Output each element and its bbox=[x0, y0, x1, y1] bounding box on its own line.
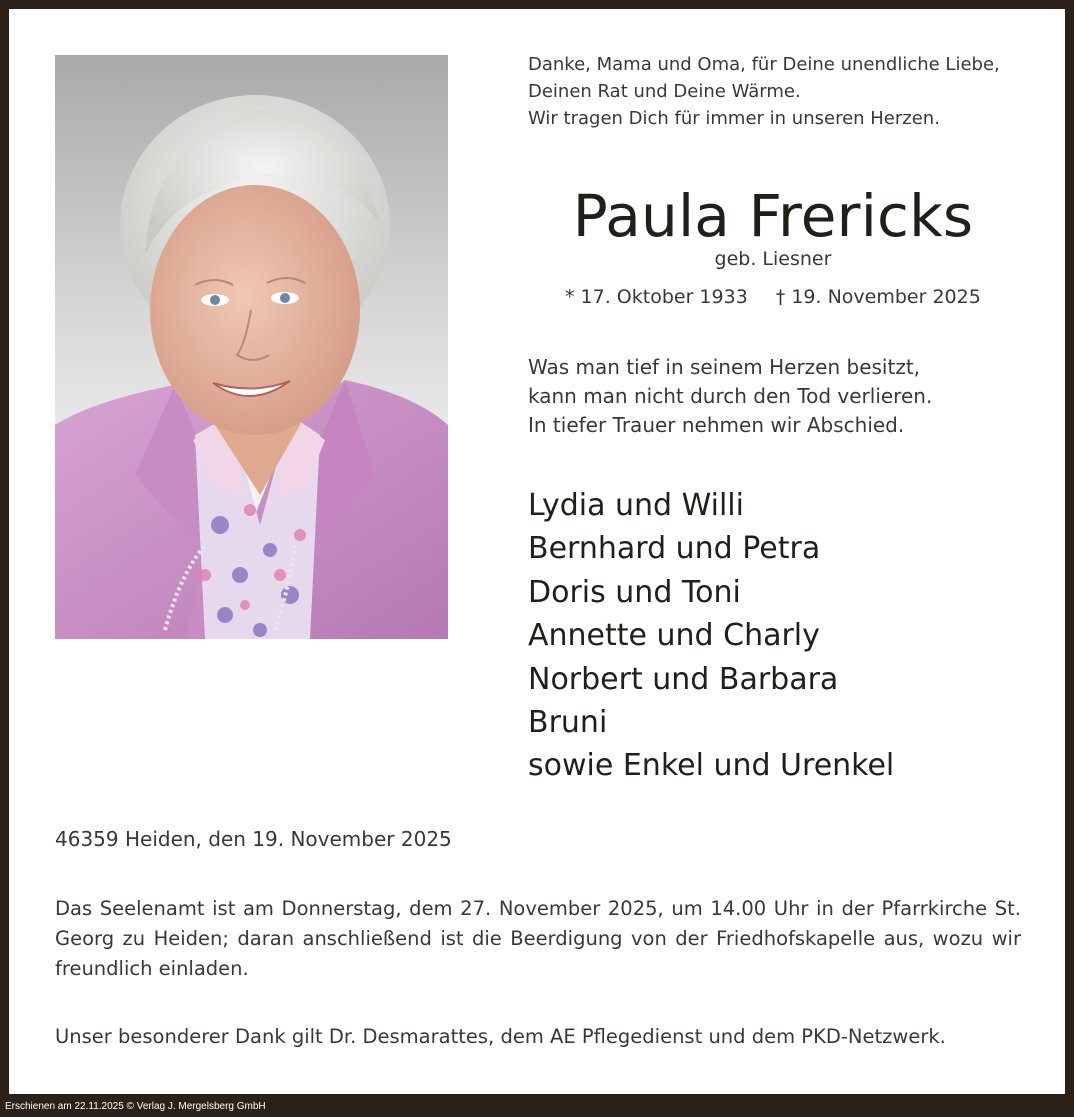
funeral-service-notice: Das Seelenamt ist am Donnerstag, dem 27. November 2025, um 14.00 Uhr in der Pfarrkirche St. Georg zu Heiden; daran anschließend ist die Beerdigung von der Friedhofskapelle aus, wozu wir freundlich einladen. bbox=[55, 897, 1021, 980]
memorial-line: In tiefer Trauer nehmen wir Abschied. bbox=[528, 413, 905, 437]
death-date: † 19. November 2025 bbox=[775, 286, 981, 308]
maiden-name: geb. Liesner bbox=[714, 248, 832, 270]
mourner-entry: Annette und Charly bbox=[528, 618, 820, 654]
mourner-entry: Norbert und Barbara bbox=[528, 661, 839, 697]
dedication-line: Danke, Mama und Oma, für Deine unendliche Liebe, bbox=[528, 54, 1000, 75]
mourner-entry: sowie Enkel und Urenkel bbox=[528, 748, 895, 784]
life-dates bbox=[565, 284, 1005, 310]
mourner-entry: Bernhard und Petra bbox=[528, 531, 821, 567]
memorial-verse bbox=[528, 353, 1048, 440]
mourner-entry: Bruni bbox=[528, 705, 608, 741]
publication-footer: Erschienen am 22.11.2025 © Verlag J. Mergelsberg GmbH bbox=[5, 1101, 266, 1112]
dedication-line: Wir tragen Dich für immer in unseren Herzen. bbox=[528, 108, 940, 129]
memorial-line: Was man tief in seinem Herzen besitzt, bbox=[528, 355, 921, 379]
dedication-line: Deinen Rat und Deine Wärme. bbox=[528, 81, 801, 102]
dedication-verse bbox=[528, 51, 1048, 132]
mourner-entry: Lydia und Willi bbox=[528, 488, 744, 523]
deceased-name: Paula Frericks bbox=[572, 182, 974, 250]
portrait-photo bbox=[55, 55, 448, 639]
mourner-entry: Doris und Toni bbox=[528, 574, 741, 610]
thanks-note: Unser besonderer Dank gilt Dr. Desmarattes, dem AE Pflegedienst und dem PKD-Netzwerk. bbox=[55, 1025, 946, 1048]
memorial-line: kann man nicht durch den Tod verlieren. bbox=[528, 384, 933, 408]
birth-date: * 17. Oktober 1933 bbox=[565, 286, 748, 308]
mourners-list bbox=[528, 484, 1048, 788]
obituary-card bbox=[9, 9, 1065, 1094]
place-and-date: 46359 Heiden, den 19. November 2025 bbox=[55, 827, 452, 851]
